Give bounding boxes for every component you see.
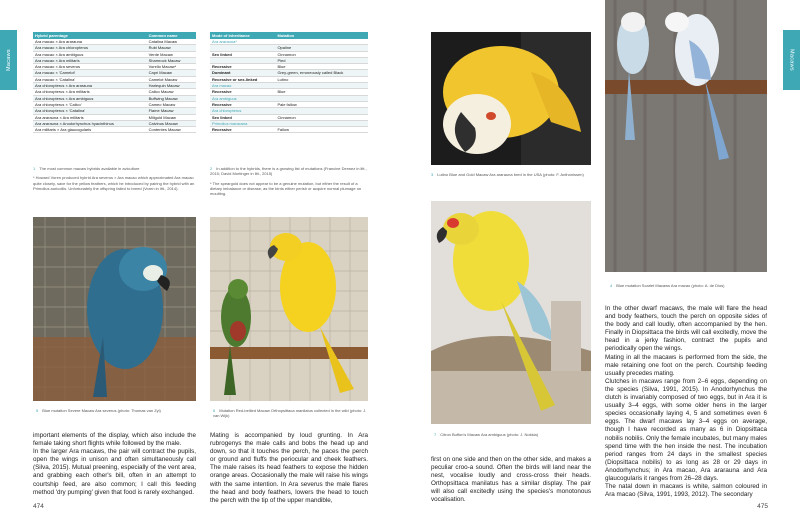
caption-number: 7 xyxy=(434,432,437,437)
caption-number: 5 xyxy=(36,408,39,413)
table-cell: Cinnamon xyxy=(275,114,368,120)
caption-number: 2 xyxy=(210,166,213,171)
table-cell: Ara macao × Ara ararauna xyxy=(33,39,147,45)
table-cell: Buffwing Macaw xyxy=(147,95,196,101)
table-cell: Miligold Macaw xyxy=(147,114,196,120)
page-number-left: 474 xyxy=(33,503,44,510)
table-cell: Flame Macaw xyxy=(147,108,196,114)
table-cell: Grey-green, erroneously called Black xyxy=(275,70,368,76)
photo-blue-severe-macaw xyxy=(33,217,196,401)
table-cell: Contentes Macaw xyxy=(147,127,196,133)
col-header: Hybrid parentage xyxy=(33,32,147,39)
table-cell: Ara macao × Ara ambiguus xyxy=(33,51,147,57)
table-cell: Ara ararauna* xyxy=(210,39,275,45)
caption-text: Lutino Blue and Gold Macaw Ara ararauna bred in the USA (photo: F. Anthonissen) xyxy=(437,172,584,177)
table-cell: Primolius maracana xyxy=(210,120,275,126)
table-cell: Ara macao xyxy=(210,83,275,89)
caption-text: Mutation Red-bellied Macaw Orthopsittaca manilatus collected in the wild (photo: J. van Wijk) xyxy=(213,408,367,419)
caption-3 xyxy=(431,172,591,177)
caption-number: 1 xyxy=(33,166,36,171)
caption-5 xyxy=(36,408,194,413)
table-cell: Ara chloropterus × Ara militaris xyxy=(33,89,147,95)
table-cell: Ara militaris × Ara glaucogularis xyxy=(33,127,147,133)
table-cell: Cinnamon xyxy=(275,51,368,57)
table-cell: Shamrock Macaw xyxy=(147,57,196,63)
table-row xyxy=(33,127,196,133)
caption-2 xyxy=(210,166,368,196)
caption-6 xyxy=(213,408,368,419)
side-tab-label: Macaws xyxy=(788,49,795,71)
table-cell: Blue xyxy=(275,89,368,95)
side-tab-label: Macaws xyxy=(5,49,12,71)
caption-note: * The speargold does not appear to be a genuine mutation, but either the result of a dietary imbalance or disease, as the birds either perish or acquire normal plumage on moulting. xyxy=(210,180,362,197)
caption-number: 4 xyxy=(610,283,613,288)
right-page xyxy=(400,0,800,526)
caption-1 xyxy=(33,166,196,191)
paragraph: Mating is accompanied by loud grunting. In Ara rubrogenys the male calls and bobs the head up and down, so that it touches the perch, he paces the perch or ground and fluffs the periocular and cheek feathers. The male raises its head feathers to expose the hidden orange areas. Occasionally the male will raise his wings with the same intention. In Ara severus the male flares the head and body feathers, lowers the head to touch the perch with the tip of the upper mandible, xyxy=(210,432,368,504)
paragraph: In the other dwarf macaws, the male will flare the head and body feathers, touch the perch on opposite sides of the body and call loudly, often accompanied by the hen. Finally in Diopsittaca the birds will call excitedly, move the head in a jerky fashion, contract the pupils and periodically open the wings. Mating in all the macaws is performed from the side, the male retaining one foot on the perch. Courtship feeding usually precedes mating. Clutches in macaws range from 2–6 eggs, depending on the species (Silva, 1991, 2015). In Anodorhynchus the clutch is invariably composed of two eggs, but in Ara it is usually 3–4 eggs, with some older hens in the larger species occasionally laying 4, 5 and sometimes even 6 eggs. The dwarf macaws lay 3–4 eggs on average, though I have recorded as many as 6 in Diopsittaca nobilis nobilis. Only the female incubates, but many males spend time with the hen inside the nest. The incubation period ranges from 24 days in the smallest species (Diopsittaca nobilis) to as long as 28 or 29 days in Anodorhynchus; in Ara macao, Ara ararauna and Ara glaucogularis it ranges from 26–28 days. The natal down in macaws is white, salmon coloured in Ara macao (Silva, 1991, 1993, 2012). The secondary xyxy=(605,305,767,499)
body-column-4 xyxy=(605,305,767,499)
table-cell: Ara chloropterus × Ara ambiguus xyxy=(33,95,147,101)
caption-text: In addition to the hybrids, there is a growing list of mutations (Francine Derwez in litt., 2015; David Mortinger in litt., 2015) xyxy=(210,166,367,177)
table-cell: Lutino xyxy=(275,76,368,82)
table-cell: Recessive xyxy=(210,127,275,133)
table-cell: Pale fallow xyxy=(275,101,368,107)
photo-lutino-macaw xyxy=(431,32,591,165)
table-cell: Ara macao × 'Catalina' xyxy=(33,76,147,82)
caption-text: Blue mutation Severe Macaw Ara severus (photo: Thomas van Zyl) xyxy=(42,408,161,413)
mutation-table xyxy=(210,32,368,133)
table-cell: Sex linked xyxy=(210,51,275,57)
caption-4 xyxy=(610,283,760,288)
table-cell: Ara ambiguus xyxy=(210,95,275,101)
table-row xyxy=(210,127,368,133)
caption-text: The most common macaw hybrids available in aviculture xyxy=(39,166,140,171)
table-cell: Calico Macaw xyxy=(147,89,196,95)
table-cell: Blue xyxy=(275,64,368,70)
caption-text: Citron Buffon's Macaw Ara ambiguus (photo: J. Nokkia) xyxy=(440,432,539,437)
table-cell: Ara chloropterus × 'Catalina' xyxy=(33,108,147,114)
side-tab-right[interactable] xyxy=(783,30,800,90)
table-cell: Recessive or sex-linked xyxy=(210,76,275,82)
table-cell: Fallow xyxy=(275,127,368,133)
table-cell: Calvinus Macaw xyxy=(147,120,196,126)
table-cell: Ara chloropterus xyxy=(210,108,275,114)
table-cell: Catalina Macaw xyxy=(147,39,196,45)
table-cell: Ara macao × 'Camelot' xyxy=(33,70,147,76)
table-cell: Recessive xyxy=(210,64,275,70)
body-column-3 xyxy=(431,456,591,505)
col-header: Mode of inheritance xyxy=(210,32,275,39)
table-cell: Ara ararauna × Anodorhynchus hyacinthinus xyxy=(33,120,147,126)
table-cell: Ara chloropterus × Ara ararauna xyxy=(33,83,147,89)
table-cell: Capri Macaw xyxy=(147,70,196,76)
table-cell: Ara ararauna × Ara militaris xyxy=(33,114,147,120)
caption-note: * Howard Voren produced hybrid Ara severus × Ara macao which approximated Ara macao quite closely, save for the yellow feathers, which he introduced by pairing the hybrid with an Primolius auricollis. Unfortunately the offspring failed to breed (Voren in litt., 2014). xyxy=(33,175,195,191)
table-cell: Camelot Macaw xyxy=(147,76,196,82)
table-cell: Cameo Macaw xyxy=(147,101,196,107)
table-cell: Ara chloropterus × 'Calico' xyxy=(33,101,147,107)
table-cell: Sex linked xyxy=(210,114,275,120)
table-cell: Verde Macaw xyxy=(147,51,196,57)
caption-text: Blue mutation Scarlet Macaws Ara macao (photo: A. de Dios) xyxy=(616,283,725,288)
caption-7 xyxy=(434,432,590,437)
table-cell: Recessive xyxy=(210,101,275,107)
side-tab-left[interactable] xyxy=(0,30,17,90)
photo-citron-buffons-macaw xyxy=(431,201,591,424)
table-cell: Pied xyxy=(275,57,368,63)
photo-red-bellied-macaws xyxy=(210,217,368,401)
col-header: Mutation xyxy=(275,32,368,39)
caption-number: 6 xyxy=(213,408,216,413)
table-cell: Harlequin Macaw xyxy=(147,83,196,89)
table-cell: Ara macao × Ara militaris xyxy=(33,57,147,63)
body-column-2 xyxy=(210,432,368,505)
col-header: Common name xyxy=(147,32,196,39)
photo-blue-scarlet-macaws xyxy=(605,0,767,272)
table-cell: Dominant xyxy=(210,70,275,76)
paragraph: important elements of the display, which also include the female taking short flights while followed by the male. In the larger Ara macaws, the pair will contract the pupils, open the wings in unison and often simultaneously call (Silva, 2015). Mutual preening, especially of the vent area, and grabbing each other's bill, often in an attempt to courtship feed, are also common; I call this feeding method 'dry pumping' given that food is rarely exchanged. xyxy=(33,432,196,496)
hybrid-table xyxy=(33,32,196,133)
table-cell: Ara macao × Ara chloropterus xyxy=(33,45,147,51)
table-cell: Opaline xyxy=(275,45,368,51)
body-column-1 xyxy=(33,432,196,497)
table-cell: Rubi Macaw xyxy=(147,45,196,51)
table-cell: Ara macao × Ara severus xyxy=(33,64,147,70)
table-cell: Vorello Macaw* xyxy=(147,64,196,70)
table-cell: Recessive xyxy=(210,89,275,95)
caption-number: 3 xyxy=(431,172,434,177)
page-number-right: 475 xyxy=(757,503,768,510)
paragraph: first on one side and then on the other side, and makes a peculiar croo-a sound. Often the birds will land near the nest, vocalise loudly and cross-cross their heads. Orthopsittaca manilatus has a similar display. The pair will also call excitedly using the species's monotonous vocalisation. xyxy=(431,456,591,504)
